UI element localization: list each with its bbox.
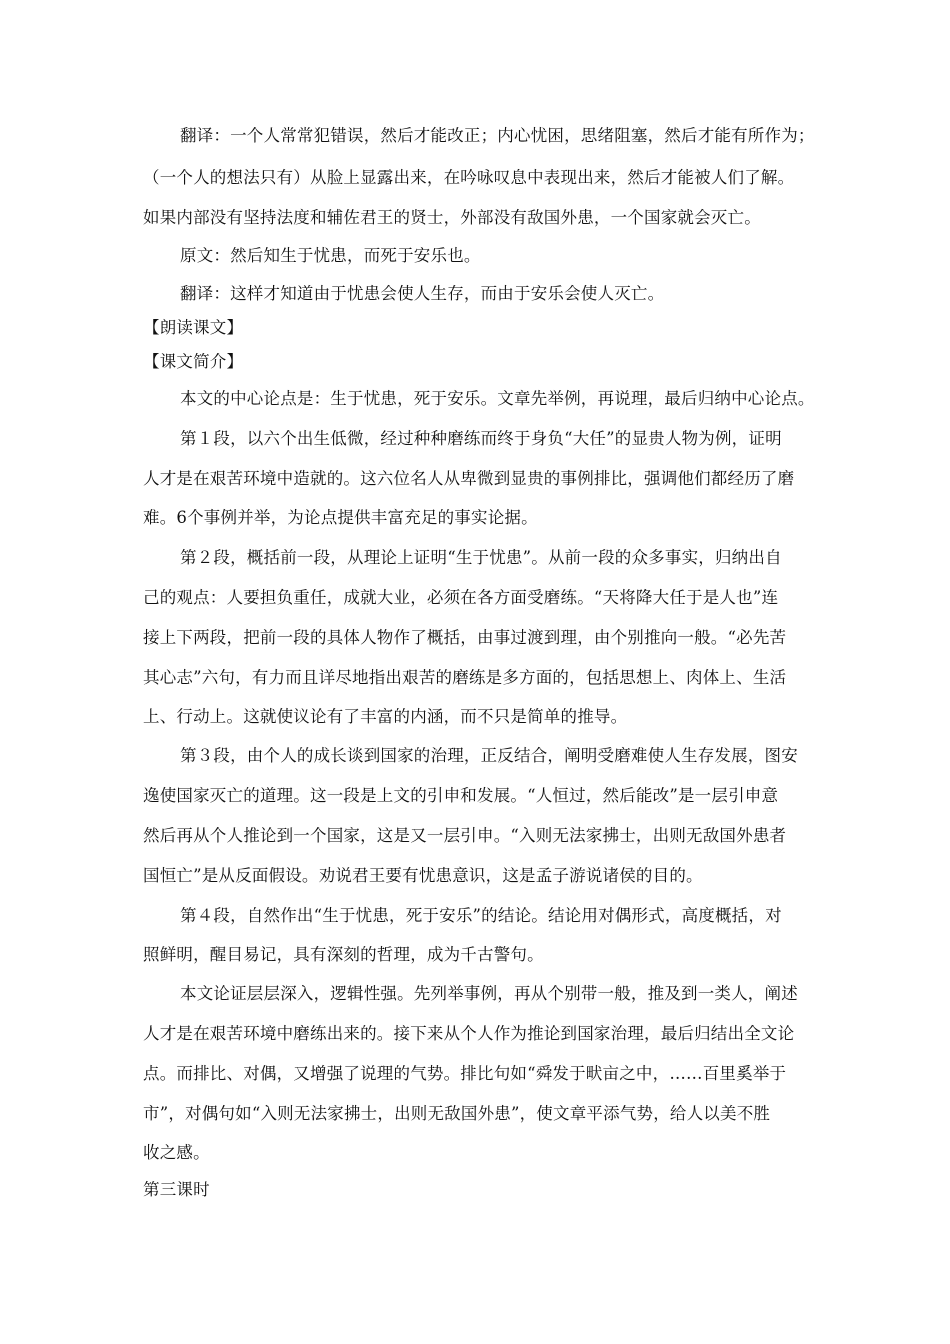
text-line: 己的观点：人要担负重任，成就大业，必须在各方面受磨练。“天将降大任于是人也”连 <box>143 588 779 607</box>
text-line: 第４段，自然作出“生于忧患，死于安乐”的结论。结论用对偶形式，高度概括，对 <box>180 906 782 925</box>
text-line: （一个人的想法只有）从脸上显露出来，在吟咏叹息中表现出来，然后才能被人们了解。 <box>143 168 795 187</box>
text-line: 本文的中心论点是：生于忧患，死于安乐。文章先举例，再说理，最后归纳中心论点。 <box>180 389 815 408</box>
section-heading: 【朗读课文】 <box>143 318 244 337</box>
text-line: 第３段，由个人的成长谈到国家的治理，正反结合，阐明受磨难使人生存发展，图安 <box>180 746 798 765</box>
text-line: 逸使国家灭亡的道理。这一段是上文的引申和发展。“人恒过，然后能改”是一层引申意 <box>143 786 779 805</box>
text-line: 然后再从个人推论到一个国家，这是又一层引申。“入则无法家拂士，出则无敌国外患者 <box>143 826 787 845</box>
text-line: 第２段，概括前一段，从理论上证明“生于忧患”。从前一段的众多事实，归纳出自 <box>180 548 782 567</box>
text-line: 人才是在艰苦环境中造就的。这六位名人从卑微到显贵的事例排比，强调他们都经历了磨 <box>143 469 795 488</box>
text-line: 接上下两段，把前一段的具体人物作了概括，由事过渡到理，由个别推向一般。“必先苦 <box>143 628 787 647</box>
text-line: 国恒亡”是从反面假设。劝说君王要有忧患意识，这是孟子游说诸侯的目的。 <box>143 866 703 885</box>
text-line: 点。而排比、对偶，又增强了说理的气势。排比句如“舜发于畎亩之中，……百里奚举于 <box>143 1064 787 1083</box>
text-line: 照鲜明，醒目易记，具有深刻的哲理，成为千古警句。 <box>143 945 544 964</box>
text-line: 收之感。 <box>143 1143 210 1162</box>
text-line: 难。6个事例并举，为论点提供丰富充足的事实论据。 <box>143 508 538 527</box>
text-line: 人才是在艰苦环境中磨练出来的。接下来从个人作为推论到国家治理，最后归结出全文论 <box>143 1024 795 1043</box>
text-line: 原文：然后知生于忧患，而死于安乐也。 <box>180 246 481 265</box>
text-line: 翻译：一个人常常犯错误，然后才能改正；内心忧困，思绪阻塞，然后才能有所作为； <box>180 126 815 145</box>
text-line: 上、行动上。这就使议论有了丰富的内涵，而不只是简单的推导。 <box>143 707 628 726</box>
text-line: 市”，对偶句如“入则无法家拂士，出则无敌国外患”，使文章平添气势，给人以美不胜 <box>143 1104 771 1123</box>
text-line: 其心志”六句，有力而且详尽地指出艰苦的磨练是多方面的，包括思想上、肉体上、生活 <box>143 668 787 687</box>
text-line: 本文论证层层深入，逻辑性强。先列举事例，再从个别带一般，推及到一类人，阐述 <box>180 984 798 1003</box>
text-line: 翻译：这样才知道由于忧患会使人生存，而由于安乐会使人灭亡。 <box>180 284 665 303</box>
text-line: 如果内部没有坚持法度和辅佐君王的贤士，外部没有敌国外患，一个国家就会灭亡。 <box>143 208 761 227</box>
text-line: 第１段，以六个出生低微，经过种种磨练而终于身负“大任”的显贵人物为例，证明 <box>180 429 782 448</box>
section-heading: 第三课时 <box>143 1180 210 1199</box>
section-heading: 【课文简介】 <box>143 352 244 371</box>
